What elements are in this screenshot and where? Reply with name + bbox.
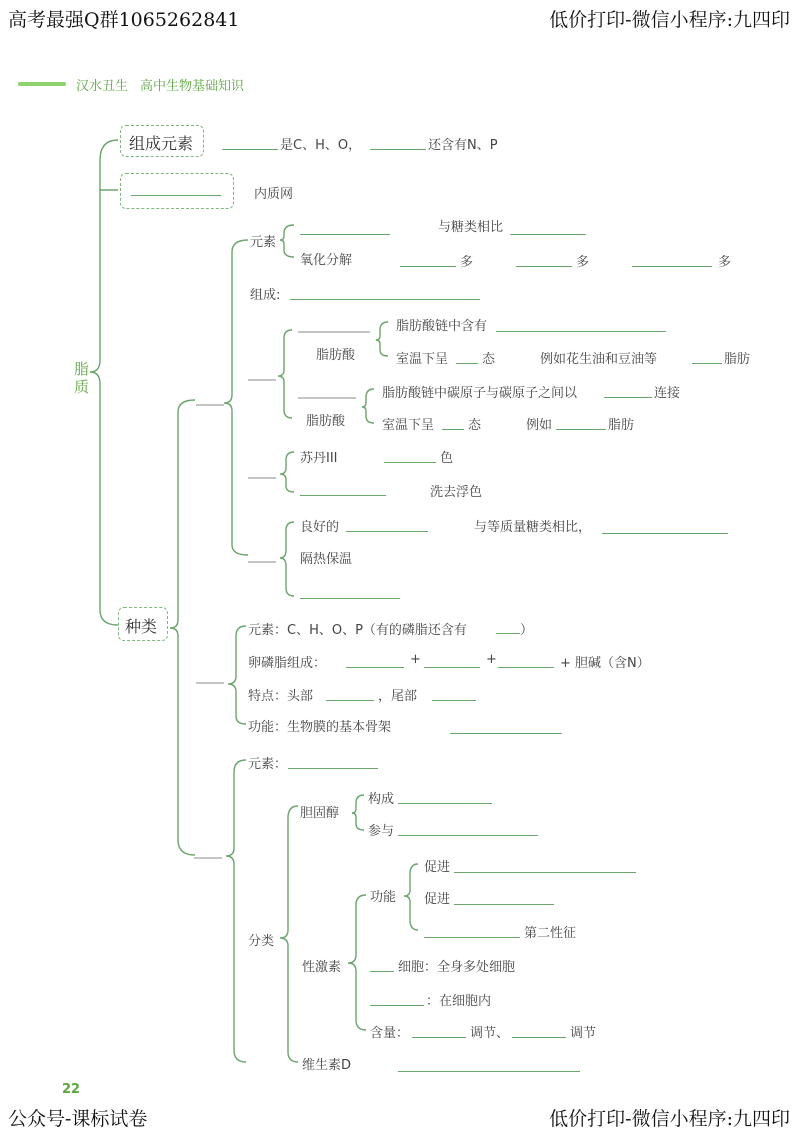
choline-text: + 胆碱（含N） [560,656,650,671]
cholesterol-participate: 参与 [368,824,395,839]
blank [222,148,278,150]
blank [604,396,652,398]
example-oil: 例如花生油和豆油等 [540,352,658,367]
footer-right: 低价打印-微信小程序:九四印 [549,1108,790,1130]
receptor-location: ：在细胞内 [426,994,492,1009]
blank [346,666,404,668]
hormone-function: 功能 [370,890,397,905]
promote-1: 促进 [424,860,451,875]
example-2: 例如 [526,418,553,433]
fat-word-1: 脂肪 [724,352,751,367]
blank [442,428,464,430]
fatty-acid-chain-has: 脂肪酸链中含有 [396,319,488,334]
insulate-text: 隔热保温 [300,552,353,567]
room-temp-2: 室温下呈 [382,418,435,433]
regulate-2: 调节 [570,1026,597,1041]
plus-2: + [486,652,497,667]
header-right: 低价打印-微信小程序:九四印 [549,9,790,31]
blank [454,903,554,905]
header-left: 高考最强Q群1065262841 [8,9,240,31]
kinds-label: 种类 [125,617,158,636]
content-label: 含量： [370,1026,410,1041]
target-cell: 细胞：全身多处细胞 [398,960,516,975]
blank [370,970,394,972]
fat-more1: 多 [460,255,474,270]
blank [498,666,554,668]
phospholipid-element: 元素：C、H、O、P（有的磷脂还含有 [248,623,467,638]
good-label: 良好的 [300,520,340,535]
state-2: 态 [468,418,482,433]
blank [326,699,374,701]
blank [370,148,426,150]
state-1: 态 [482,352,496,367]
feature-tail: ，尾部 [378,689,418,704]
compare-sugar: 与等质量糖类相比， [474,520,592,535]
blank [424,666,480,668]
promote-2: 促进 [424,892,451,907]
fat-more3: 多 [718,255,732,270]
blank [510,233,586,235]
connect-text: 连接 [654,386,681,401]
wash-text: 洗去浮色 [430,485,483,500]
blank [602,532,728,534]
blank [496,632,520,634]
fatty-acid-1: 脂肪酸 [316,348,356,363]
footer-left: 公众号-课标试卷 [8,1108,148,1130]
blank [300,494,386,496]
blank [516,265,572,267]
blank [400,265,456,267]
blank [370,1004,424,1006]
composition-text1: 是C、H、O， [280,138,362,153]
fatty-acid-chain-bond: 脂肪酸链中碳原子与碳原子之间以 [382,386,578,401]
blank [456,362,478,364]
blank [450,732,562,734]
phospholipid-element-end: ） [520,623,534,638]
composition-text2: 还含有N、P [428,138,498,153]
sterol-element: 元素： [248,757,288,772]
running-head-brand: 汉水丑生 [76,79,129,94]
composition-label: 组成元素 [129,134,194,153]
synthesis-box [120,173,234,209]
blank [346,530,428,532]
root-label: 脂质 [74,360,90,396]
room-temp-1: 室温下呈 [396,352,449,367]
fat-element-label: 元素 [250,235,277,250]
blank [556,428,606,430]
blank [412,1036,466,1038]
secondary-sex-traits: 第二性征 [524,926,577,941]
fat-composition: 组成: [250,288,281,303]
kinds-box [118,607,168,641]
blank [632,265,712,267]
blank [131,194,221,196]
synthesis-text: 内质网 [254,187,294,202]
blank [424,936,520,938]
color-text: 色 [440,451,454,466]
blank [300,233,390,235]
blank [432,699,476,701]
blank [692,362,722,364]
blank [512,1036,566,1038]
fat-more2: 多 [576,255,590,270]
blank [398,802,492,804]
regulate-1: 调节、 [470,1026,510,1041]
phospholipid-function: 功能：生物膜的基本骨架 [248,720,392,735]
plus-1: + [410,652,421,667]
blank [454,871,636,873]
lecithin-label: 卵磷脂组成： [248,656,327,671]
blank [290,298,480,300]
vitamin-d-label: 维生素D [302,1058,352,1073]
cholesterol-form: 构成 [368,792,395,807]
blank [398,834,538,836]
fat-word-2: 脂肪 [608,418,635,433]
sudan-label: 苏丹III [300,451,338,466]
feature-head: 特点：头部 [248,689,314,704]
blank [384,461,436,463]
fat-compare: 与糖类相比 [438,220,504,235]
composition-box [120,125,204,157]
classify-label: 分类 [248,934,275,949]
sex-hormone-label: 性激素 [302,960,342,975]
fatty-acid-2: 脂肪酸 [306,414,346,429]
running-head-subject: 高中生物基础知识 [140,79,245,94]
blank [288,767,378,769]
blank [398,1070,580,1072]
blank [300,597,400,599]
page-number: 22 [62,1082,81,1097]
cholesterol-label: 胆固醇 [300,806,340,821]
blank [496,330,666,332]
fat-oxidation: 氧化分解 [300,253,353,268]
